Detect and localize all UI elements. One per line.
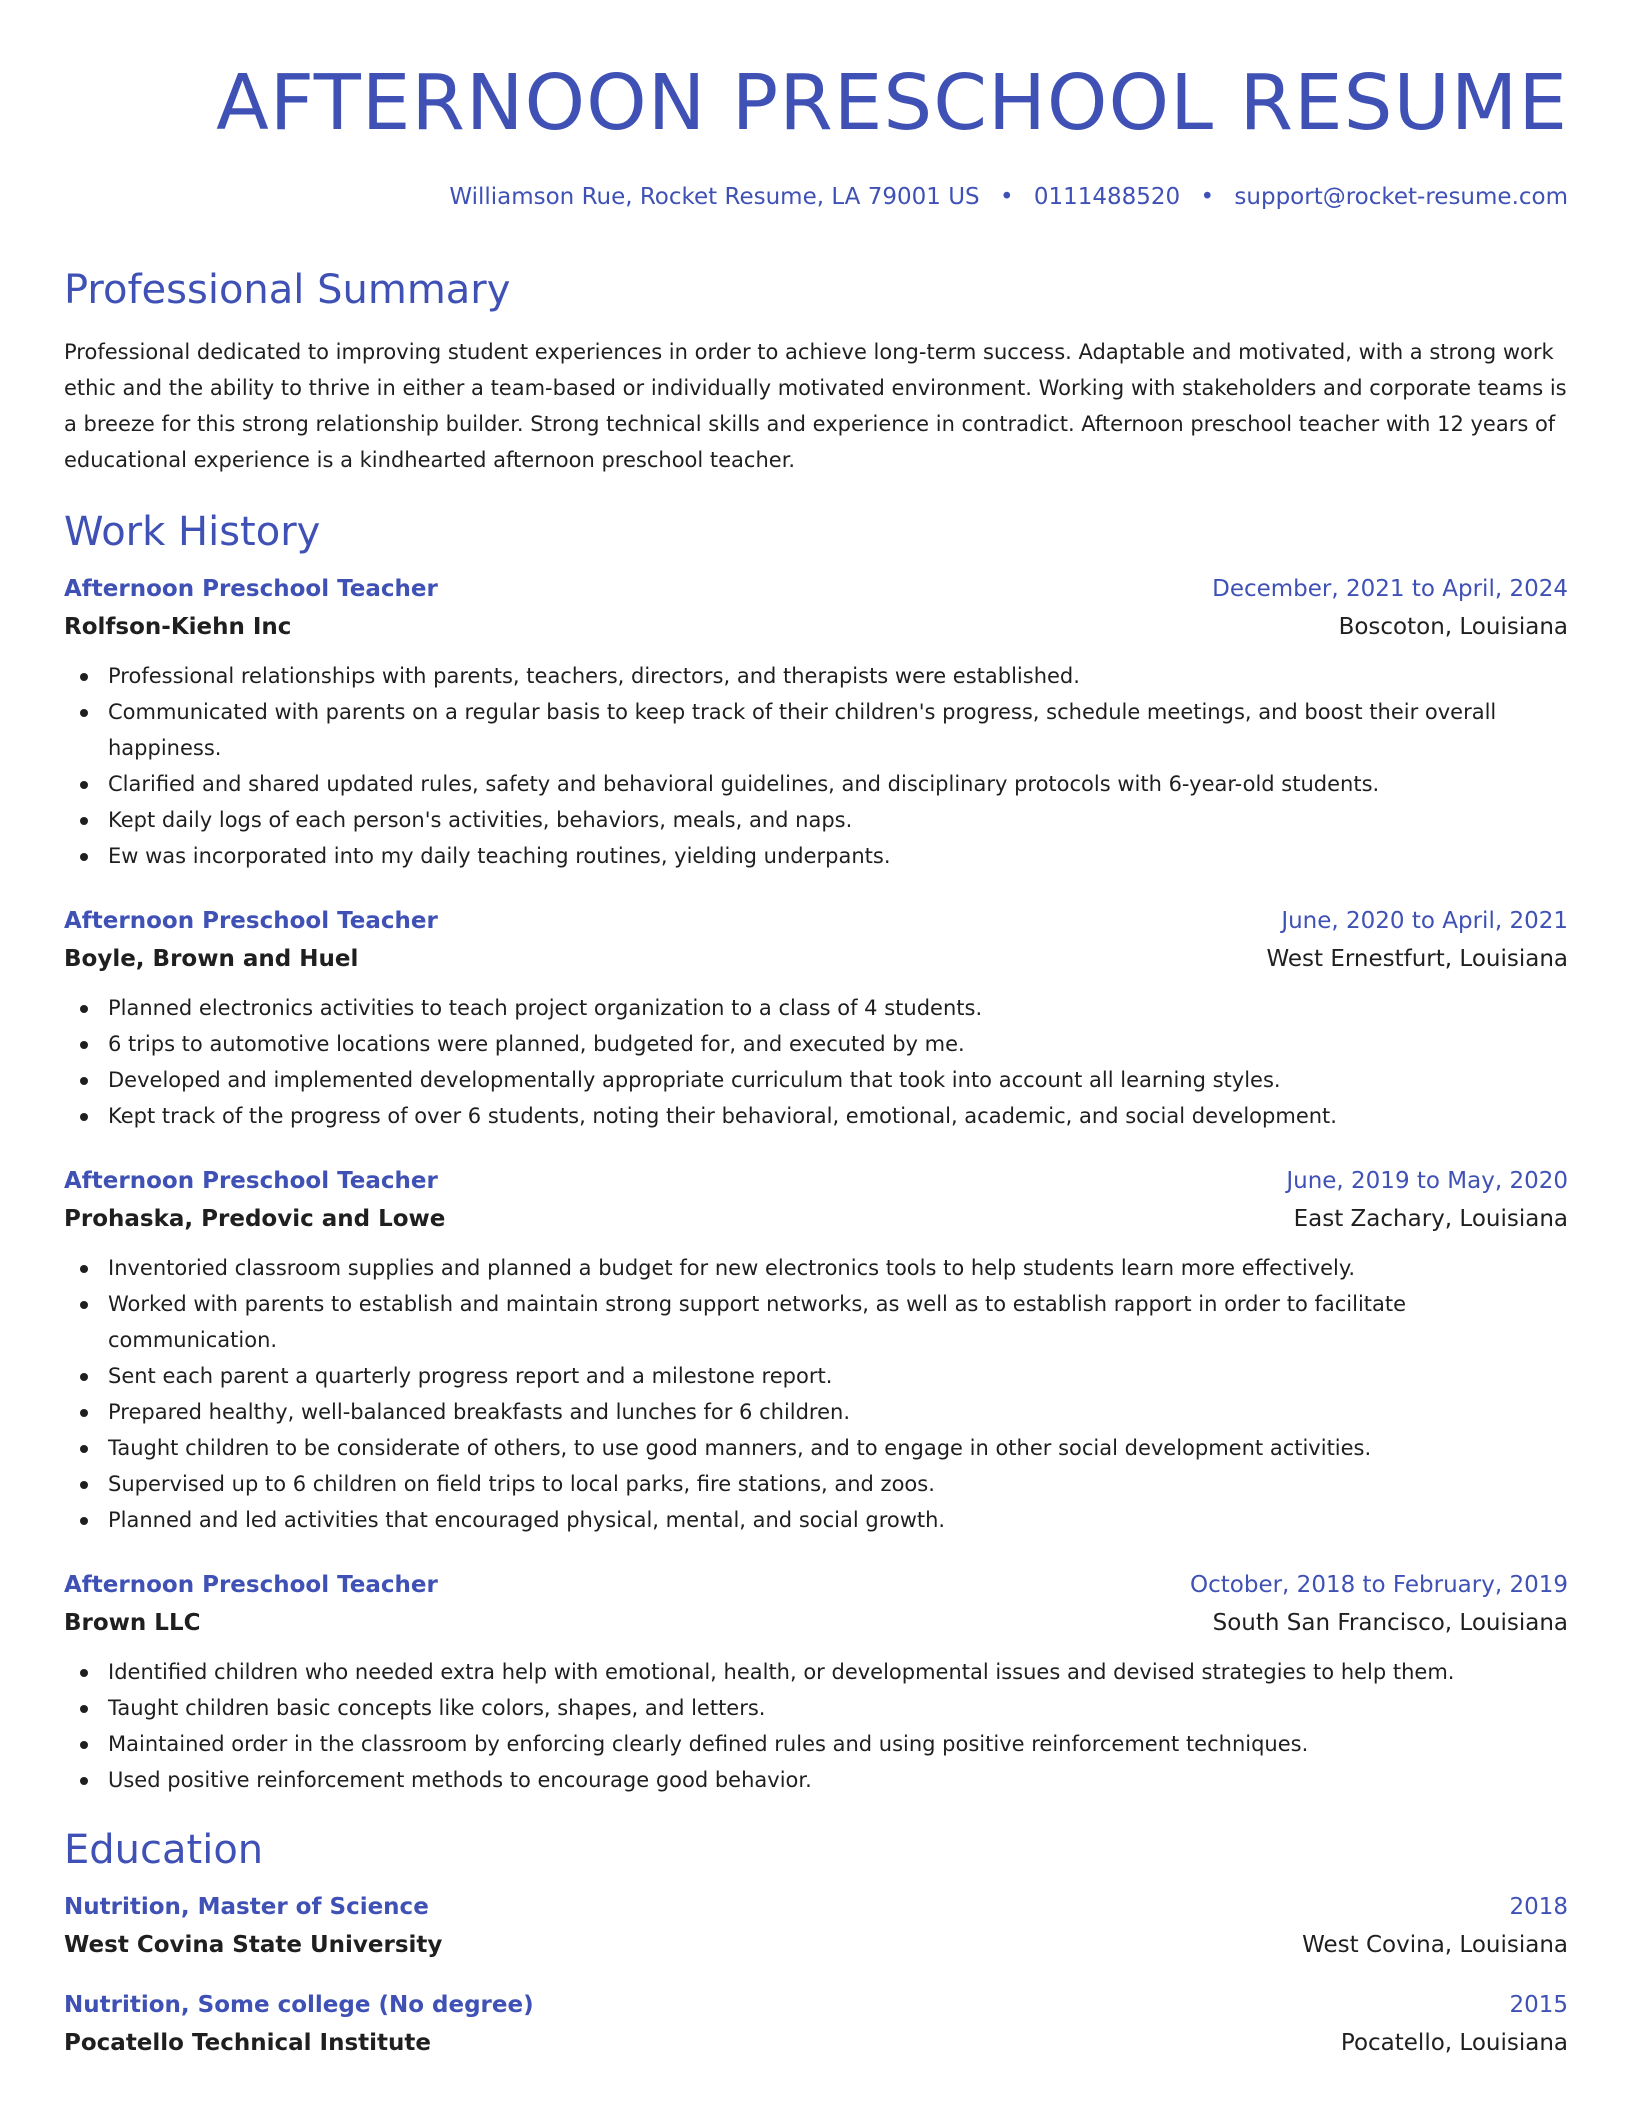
bullet-dot-icon — [80, 1301, 88, 1309]
education-entry — [64, 1888, 1568, 1964]
job-bullet-text: Maintained order in the classroom by enforcing clearly defined rules and using positive reinforcement techniques. — [108, 1732, 1309, 1756]
bullet-dot-icon — [80, 1077, 88, 1085]
contact-line — [449, 181, 1568, 213]
education-year: 2018 — [1509, 1894, 1568, 1920]
education-entry — [64, 1986, 1568, 2062]
job-bullet-text: Ew was incorporated into my daily teaching routines, yielding underpants. — [108, 844, 891, 868]
section-heading-summary: Professional Summary — [64, 267, 511, 313]
education-degree: Nutrition, Some college (No degree) — [64, 1992, 534, 2018]
education-section — [64, 1822, 1568, 2062]
job-bullet-text: Taught children to be considerate of others, to use good manners, and to engage in other social development activities. — [108, 1436, 1372, 1460]
job-location: South San Francisco, Louisiana — [1212, 1610, 1568, 1636]
contact-phone[interactable]: 0111488520 — [1033, 184, 1181, 210]
education-location: Pocatello, Louisiana — [1340, 2030, 1568, 2056]
job-dates: June, 2020 to April, 2021 — [1281, 908, 1568, 934]
bullet-dot-icon — [80, 1373, 88, 1381]
job-dates: June, 2019 to May, 2020 — [1286, 1168, 1568, 1194]
job-entry — [64, 902, 1568, 1134]
section-heading-work-history: Work History — [64, 509, 321, 555]
job-bullet — [64, 1466, 1568, 1502]
job-title-row — [64, 1566, 1568, 1604]
job-bullet-text: Identified children who needed extra help with emotional, health, or developmental issues and devised strategies to help them. — [108, 1660, 1455, 1684]
job-bullet-text: 6 trips to automotive locations were planned, budgeted for, and executed by me. — [108, 1032, 965, 1056]
job-location: West Ernestfurt, Louisiana — [1266, 946, 1568, 972]
contact-separator: • — [1200, 184, 1215, 210]
job-bullet-list — [64, 1250, 1568, 1538]
education-degree-row — [64, 1888, 1568, 1926]
job-bullet — [64, 1062, 1568, 1098]
resume-content — [64, 262, 1568, 2062]
bullet-dot-icon — [80, 1265, 88, 1273]
job-bullet-text: Professional relationships with parents, teachers, directors, and therapists were established. — [108, 664, 1080, 688]
bullet-dot-icon — [80, 1445, 88, 1453]
bullet-dot-icon — [80, 1669, 88, 1677]
education-school-row — [64, 2024, 1568, 2062]
job-bullet — [64, 1726, 1568, 1762]
resume-title: AFTERNOON PRESCHOOL RESUME — [216, 59, 1568, 148]
job-bullet-text: Supervised up to 6 children on field trips to local parks, fire stations, and zoos. — [108, 1472, 935, 1496]
education-school-row — [64, 1926, 1568, 1964]
bullet-dot-icon — [80, 1741, 88, 1749]
job-bullet — [64, 1286, 1568, 1358]
bullet-dot-icon — [80, 1041, 88, 1049]
job-company-row — [64, 1200, 1568, 1238]
job-bullet-text: Communicated with parents on a regular basis to keep track of their children's progress, schedule meetings, and boost their overall happiness. — [108, 700, 1497, 760]
job-company: Prohaska, Predovic and Lowe — [64, 1206, 446, 1232]
job-bullet — [64, 1654, 1568, 1690]
job-bullet — [64, 766, 1568, 802]
job-bullet — [64, 1098, 1568, 1134]
job-bullet-list — [64, 1654, 1568, 1798]
job-bullet — [64, 1690, 1568, 1726]
job-bullet-text: Worked with parents to establish and maintain strong support networks, as well as to establish rapport in order to facilitate communication. — [108, 1292, 1407, 1352]
bullet-dot-icon — [80, 1777, 88, 1785]
job-bullet — [64, 1394, 1568, 1430]
job-entry — [64, 1162, 1568, 1538]
bullet-dot-icon — [80, 1409, 88, 1417]
job-title: Afternoon Preschool Teacher — [64, 908, 438, 934]
job-bullet-text: Kept daily logs of each person's activities, behaviors, meals, and naps. — [108, 808, 853, 832]
job-bullet-text: Inventoried classroom supplies and planned a budget for new electronics tools to help students learn more effectively. — [108, 1256, 1355, 1280]
job-entry — [64, 1566, 1568, 1798]
education-location: West Covina, Louisiana — [1302, 1932, 1568, 1958]
job-title-row — [64, 1162, 1568, 1200]
section-heading-education: Education — [64, 1827, 264, 1873]
job-bullet-list — [64, 658, 1568, 874]
job-company: Rolfson-Kiehn Inc — [64, 614, 292, 640]
job-bullet — [64, 1762, 1568, 1798]
job-bullet-list — [64, 990, 1568, 1134]
job-title: Afternoon Preschool Teacher — [64, 1572, 438, 1598]
job-title-row — [64, 902, 1568, 940]
education-school: West Covina State University — [64, 1932, 443, 1958]
job-bullet — [64, 1358, 1568, 1394]
job-company: Boyle, Brown and Huel — [64, 946, 359, 972]
job-bullet — [64, 1250, 1568, 1286]
education-year: 2015 — [1509, 1992, 1568, 2018]
summary-text: Professional dedicated to improving student experiences in order to achieve long-term success. Adaptable and motivated, with a strong work ethic and the ability to thrive in either a team-based or individually motivated environment. Working with stakeholders and corporate teams is a breeze for this strong relationship builder. Strong technical skills and experience in contradict. Afternoon preschool teacher with 12 years of educational experience is a kindhearted afternoon preschool teacher. — [64, 340, 1567, 472]
job-bullet-text: Clarified and shared updated rules, safety and behavioral guidelines, and disciplinary protocols with 6-year-old students. — [108, 772, 1380, 796]
job-dates: October, 2018 to February, 2019 — [1190, 1572, 1568, 1598]
bullet-dot-icon — [80, 673, 88, 681]
job-location: Boscoton, Louisiana — [1338, 614, 1568, 640]
job-dates: December, 2021 to April, 2024 — [1212, 576, 1568, 602]
job-bullet — [64, 1430, 1568, 1466]
job-company: Brown LLC — [64, 1610, 201, 1636]
bullet-dot-icon — [80, 1705, 88, 1713]
job-location: East Zachary, Louisiana — [1293, 1206, 1568, 1232]
job-bullet-text: Prepared healthy, well-balanced breakfasts and lunches for 6 children. — [108, 1400, 851, 1424]
bullet-dot-icon — [80, 817, 88, 825]
job-bullet-text: Taught children basic concepts like colors, shapes, and letters. — [108, 1696, 766, 1720]
bullet-dot-icon — [80, 709, 88, 717]
job-bullet-text: Kept track of the progress of over 6 students, noting their behavioral, emotional, academic, and social development. — [108, 1104, 1337, 1128]
job-bullet-text: Sent each parent a quarterly progress report and a milestone report. — [108, 1364, 833, 1388]
job-bullet-text: Used positive reinforcement methods to encourage good behavior. — [108, 1768, 812, 1792]
job-bullet — [64, 802, 1568, 838]
job-bullet — [64, 990, 1568, 1026]
job-bullet-text: Planned and led activities that encouraged physical, mental, and social growth. — [108, 1508, 946, 1532]
education-degree-row — [64, 1986, 1568, 2024]
bullet-dot-icon — [80, 1481, 88, 1489]
bullet-dot-icon — [80, 1517, 88, 1525]
job-bullet-text: Planned electronics activities to teach project organization to a class of 4 students. — [108, 996, 983, 1020]
contact-address: Williamson Rue, Rocket Resume, LA 79001 US — [449, 184, 980, 210]
job-bullet — [64, 658, 1568, 694]
bullet-dot-icon — [80, 781, 88, 789]
job-company-row — [64, 940, 1568, 978]
job-company-row — [64, 1604, 1568, 1642]
job-bullet — [64, 838, 1568, 874]
work-history-section — [64, 504, 1568, 1798]
job-entry — [64, 570, 1568, 874]
bullet-dot-icon — [80, 853, 88, 861]
job-title: Afternoon Preschool Teacher — [64, 576, 438, 602]
job-bullet — [64, 694, 1568, 766]
job-title-row — [64, 570, 1568, 608]
bullet-dot-icon — [80, 1005, 88, 1013]
summary-section — [64, 262, 1568, 478]
job-bullet — [64, 1502, 1568, 1538]
job-bullet — [64, 1026, 1568, 1062]
job-title: Afternoon Preschool Teacher — [64, 1168, 438, 1194]
education-degree: Nutrition, Master of Science — [64, 1894, 429, 1920]
contact-separator: • — [999, 184, 1014, 210]
education-school: Pocatello Technical Institute — [64, 2030, 431, 2056]
contact-email[interactable]: support@rocket-resume.com — [1234, 184, 1568, 210]
job-company-row — [64, 608, 1568, 646]
bullet-dot-icon — [80, 1113, 88, 1121]
job-bullet-text: Developed and implemented developmentally appropriate curriculum that took into account all learning styles. — [108, 1068, 1281, 1092]
